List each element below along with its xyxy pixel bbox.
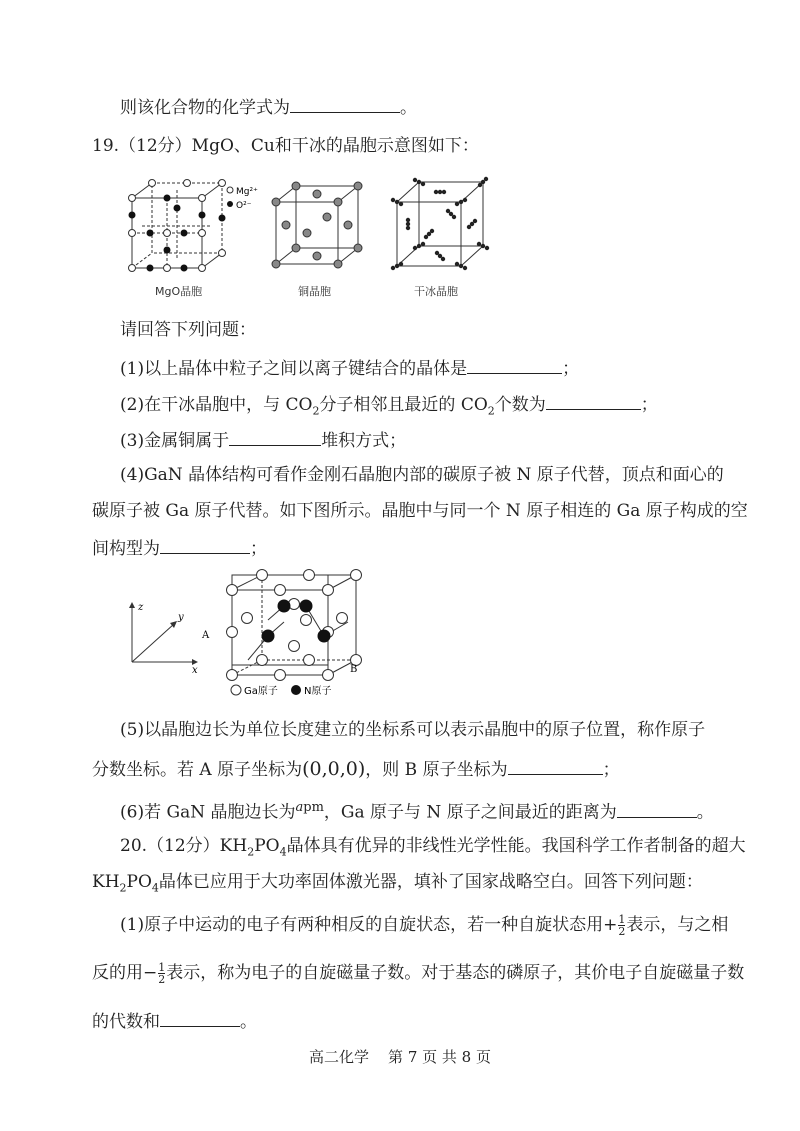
caption-copper: 铜晶胞 — [298, 285, 331, 298]
label-a: A — [202, 630, 210, 641]
q19-part-6: (6)若 GaN 晶胞边长为$^{apm}$，Ga 原子与 N 原子之间最近的距离为 。 — [120, 800, 714, 823]
q19-part-4-line2: 碳原子被 Ga 原子代替。如下图所示。晶胞中与同一个 N 原子相连的 Ga 原子构成的空 — [92, 501, 748, 521]
q19-header: 19.（12分）MgO、Cu和干冰的晶胞示意图如下： — [92, 136, 479, 156]
copper-unit-cell-figure — [268, 180, 368, 280]
legend-ga: Ga原子 — [244, 686, 278, 697]
answer-blank-6[interactable] — [617, 799, 697, 818]
q20-header-line1: 20.（12分）$KH_2PO_4$晶体具有优异的非线性光学性能。我国科学工作者制备的超大 — [120, 836, 746, 859]
q19-prompt: 请回答下列问题： — [120, 320, 256, 340]
q19-part-2: (2)在干冰晶胞中，与 $CO_2$分子相邻且最近的 $CO_2$个数为 ； — [120, 391, 658, 423]
caption-dry-ice: 干冰晶胞 — [414, 285, 458, 298]
q20-part-1-line2: 反的用− $\frac{1}{2}$ 表示，称为电子的自旋磁量子数。对于基态的磷原子，其价电子自旋磁量子数 — [92, 961, 745, 986]
answer-blank-20-1[interactable] — [160, 1008, 240, 1027]
coordinate-axes-figure — [122, 598, 202, 676]
q19-part-5-line2: 分数坐标。若 A 原子坐标为(0,0,0)，则 B 原子坐标为 ； — [92, 758, 620, 780]
legend-n: N原子 — [304, 686, 332, 697]
page-footer: 高二化学 第 7 页 共 8 页 — [308, 1048, 491, 1066]
gan-unit-cell-figure — [198, 560, 368, 710]
answer-blank-5[interactable] — [508, 756, 603, 775]
legend-o: O²⁻ — [236, 201, 252, 211]
answer-blank-2[interactable] — [546, 391, 641, 410]
q19-part-3: (3)金属铜属于 堆积方式； — [120, 427, 406, 453]
q19-part-4-line3: 间构型为 ； — [92, 535, 267, 561]
axis-y-label: y — [178, 612, 184, 623]
label-b: B — [350, 664, 358, 675]
q20-part-1-line3: 的代数和 。 — [92, 1008, 257, 1034]
fraction-one-half-neg: $\frac{1}{2}$ — [158, 961, 166, 986]
q20-part-1-line1: (1)原子中运动的电子有两种相反的自旋状态，若一种自旋状态用+ $\frac{1}{2}$ 表示，与之相 — [120, 913, 729, 938]
axis-z-label: z — [138, 602, 144, 613]
answer-blank-1[interactable] — [467, 355, 562, 374]
answer-blank-formula[interactable] — [290, 94, 400, 113]
answer-blank-4[interactable] — [160, 535, 250, 554]
q19-part-5-line1: (5)以晶胞边长为单位长度建立的坐标系可以表示晶胞中的原子位置，称作原子 — [120, 720, 706, 740]
q20-header-line2: $KH_2PO_4$晶体已应用于大功率固体激光器，填补了国家战略空白。回答下列问题： — [92, 872, 703, 895]
mgo-unit-cell-figure — [122, 178, 262, 278]
q19-part-1: (1)以上晶体中粒子之间以离子键结合的晶体是 ； — [120, 355, 579, 381]
q19-part-4-line1: (4)GaN 晶体结构可看作金刚石晶胞内部的碳原子被 N 原子代替，顶点和面心的 — [120, 465, 724, 485]
axis-x-label: x — [192, 665, 198, 676]
caption-mgo: MgO晶胞 — [155, 285, 203, 298]
intro-line: 则该化合物的化学式为 。 — [120, 94, 417, 120]
dry-ice-unit-cell-figure — [385, 174, 495, 280]
answer-blank-3[interactable] — [229, 427, 321, 446]
fraction-one-half: $\frac{1}{2}$ — [618, 913, 626, 938]
legend-mg: Mg²⁺ — [236, 187, 258, 197]
